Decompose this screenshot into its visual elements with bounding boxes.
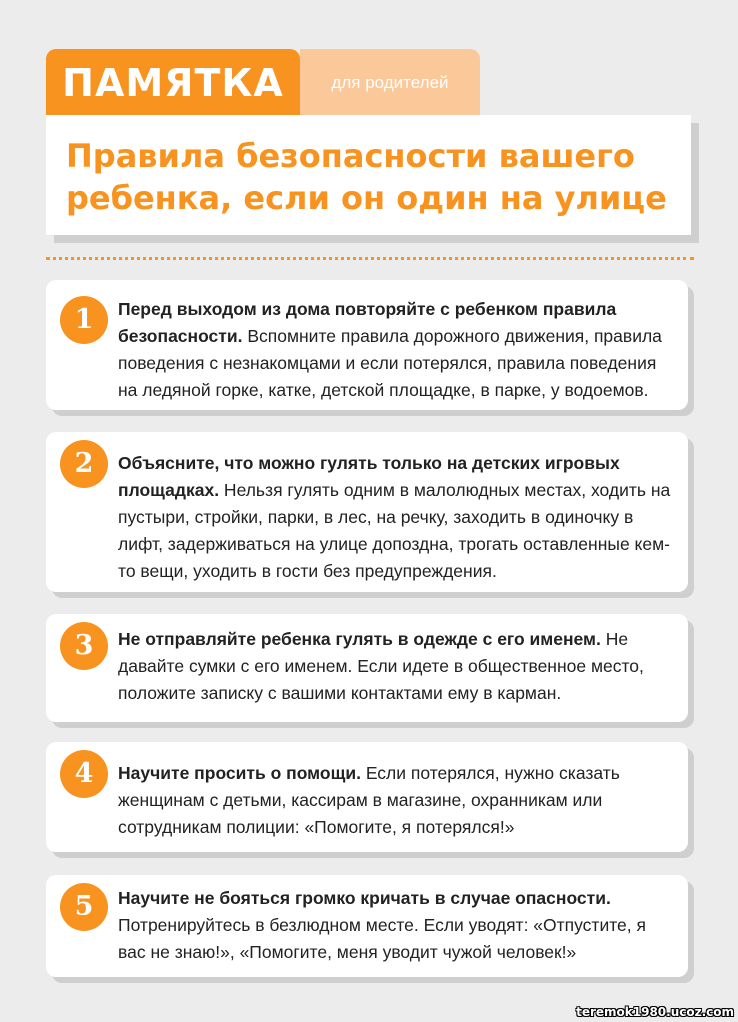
rule-text (118, 885, 676, 966)
rule-heading: Научите просить о помощи. (118, 763, 361, 783)
rule-heading: Не отправляйте ребенка гулять в одежде с его именем. (118, 629, 601, 649)
memo-tab: ПАМЯТКА (46, 49, 300, 117)
rule-card-4 (46, 742, 688, 852)
rule-body: Потренируйтесь в безлюдном месте. Если уводят: «Отпустите, я вас не знаю!», «Помогите, меня уводит чужой человек!» (118, 915, 646, 962)
rule-number-badge: 1 (60, 296, 108, 344)
rule-body: Не давайте сумки с его именем. Если идете в общественное место, положите записку с вашими контактами ему в карман. (118, 629, 644, 703)
audience-tab: для родителей (300, 49, 480, 117)
rule-text (118, 296, 676, 404)
dotted-divider (46, 257, 694, 260)
rule-body: Нельзя гулять одним в малолюдных местах, ходить на пустыри, стройки, парки, в лес, на речку, заходить в одиночку в лифт, задерживаться на улице допоздна, трогать оставленные кем-то вещи, уходить в гости без предупреждения. (118, 480, 671, 581)
rule-number-badge: 3 (60, 622, 108, 670)
rule-card-3 (46, 614, 688, 722)
rule-body: Вспомните правила дорожного движения, правила поведения с незнакомцами и если потерялся, правила поведения на ледяной горке, катке, детской площадке, в парке, у водоемов. (118, 326, 662, 400)
rule-heading: Перед выходом из дома повторяйте с ребенком правила безопасности. (118, 299, 617, 346)
site-watermark: teremok1980.ucoz.com (576, 1005, 734, 1019)
rule-number-badge: 5 (60, 883, 108, 931)
rule-card-2 (46, 432, 688, 592)
rule-text (118, 760, 676, 841)
rule-heading: Объясните, что можно гулять только на детских игровых площадках. (118, 453, 620, 500)
rule-number-badge: 2 (60, 440, 108, 488)
rule-card-1 (46, 280, 688, 410)
title-card (46, 115, 691, 235)
rule-heading: Научите не бояться громко кричать в случае опасности. (118, 888, 611, 908)
page-title: Правила безопасности вашего ребенка, если он один на улице (66, 137, 667, 217)
rule-card-5 (46, 875, 688, 977)
rule-number-badge: 4 (60, 750, 108, 798)
rule-body: Если потерялся, нужно сказать женщинам с детьми, кассирам в магазине, охранникам или сотрудникам полиции: «Помогите, я потерялся!» (118, 763, 620, 837)
rule-text (118, 626, 676, 707)
rule-text (118, 450, 676, 585)
